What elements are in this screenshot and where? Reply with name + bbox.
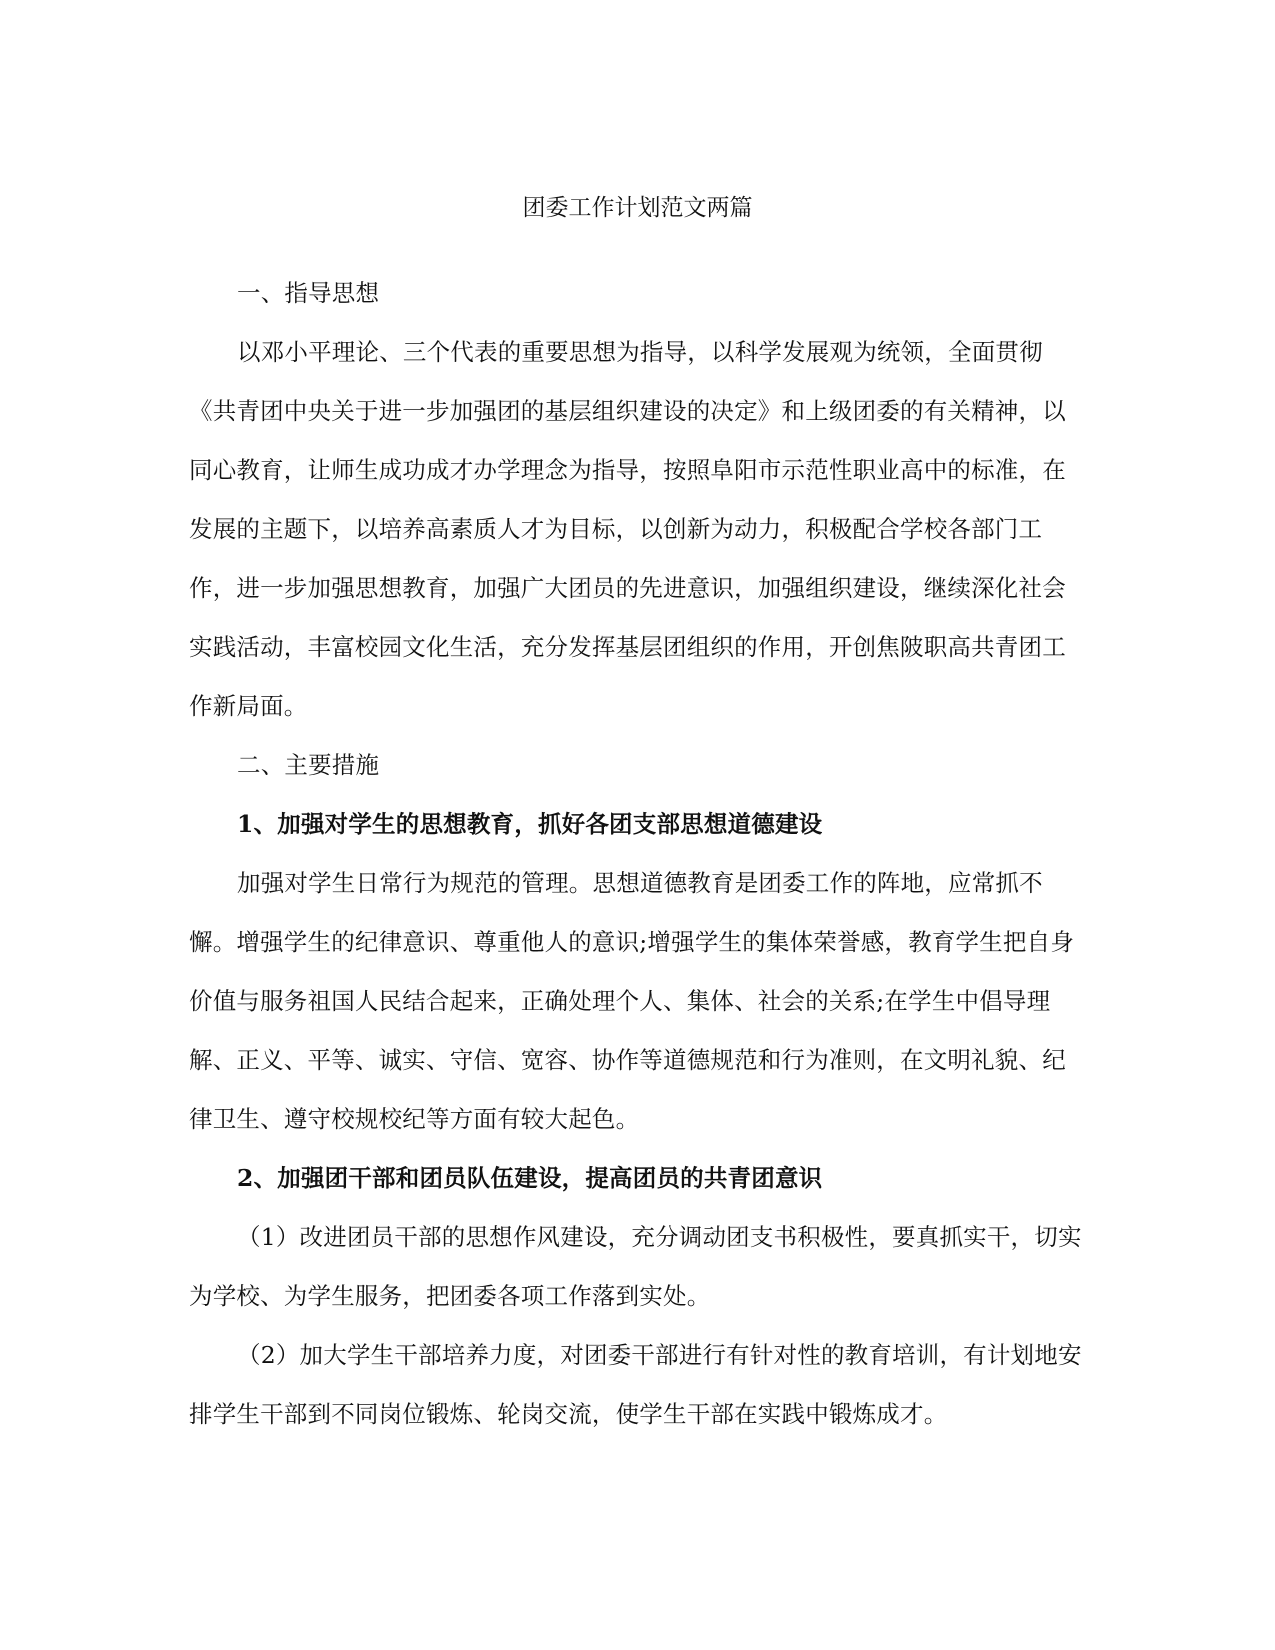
measure-2-item-2: （2）加大学生干部培养力度，对团委干部进行有针对性的教育培训，有计划地安排学生干部到不同岗位锻炼、轮岗交流，使学生干部在实践中锻炼成才。 <box>189 1341 1082 1428</box>
section-heading-main-measures: 二、主要措施 <box>237 751 380 779</box>
measure-2-item-1: （1）改进团员干部的思想作风建设，充分调动团支书积极性，要真抓实干，切实为学校、为学生服务，把团委各项工作落到实处。 <box>189 1223 1082 1310</box>
measure-heading-2: 2、加强团干部和团员队伍建设，提高团员的共青团意识 <box>237 1164 823 1192</box>
section-heading-guiding-thought: 一、指导思想 <box>237 279 380 307</box>
guiding-thought-paragraph: 以邓小平理论、三个代表的重要思想为指导，以科学发展观为统领，全面贯彻《共青团中央关于进一步加强团的基层组织建设的决定》和上级团委的有关精神，以同心教育，让师生成功成才办学理念为指导，按照阜阳市示范性职业高中的标准，在发展的主题下，以培养高素质人才为目标，以创新为动力，积极配合学校各部门工作，进一步加强思想教育，加强广大团员的先进意识，加强组织建设，继续深化社会实践活动，丰富校园文化生活，充分发挥基层团组织的作用，开创焦陂职高共青团工作新局面。 <box>189 338 1066 720</box>
measure-1-paragraph: 加强对学生日常行为规范的管理。思想道德教育是团委工作的阵地，应常抓不懈。增强学生的纪律意识、尊重他人的意识;增强学生的集体荣誉感，教育学生把自身价值与服务祖国人民结合起来，正确处理个人、集体、社会的关系;在学生中倡导理解、正义、平等、诚实、守信、宽容、协作等道德规范和行为准则，在文明礼貌、纪律卫生、遵守校规校纪等方面有较大起色。 <box>189 869 1075 1133</box>
measure-heading-1: 1、加强对学生的思想教育，抓好各团支部思想道德建设 <box>237 810 823 838</box>
document-body <box>189 264 1089 1444</box>
document-title: 团委工作计划范文两篇 <box>522 195 753 221</box>
